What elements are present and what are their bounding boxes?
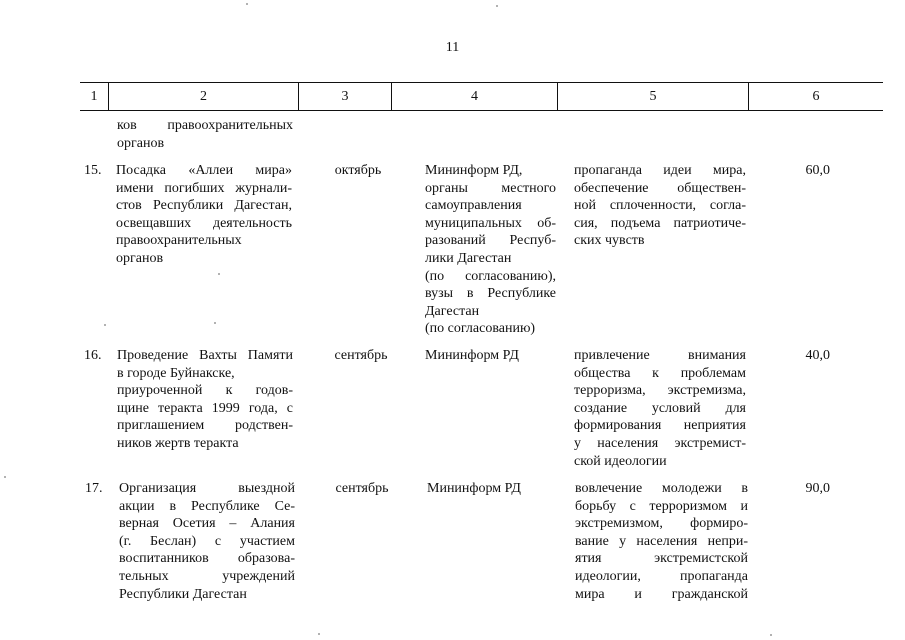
- text-line: разований Респуб-: [425, 233, 556, 249]
- text-line: муниципальных об-: [425, 215, 556, 231]
- purpose-cell: [575, 480, 748, 603]
- date-cell: сентябрь: [335, 481, 389, 496]
- text-line: ников жертв теракта: [117, 435, 239, 451]
- text-line: имени погибших журнали-: [116, 180, 292, 196]
- responsible-cell: [427, 480, 558, 498]
- text-line: Организация выездной: [119, 481, 295, 496]
- text-line: у населения экстремист-: [574, 435, 746, 451]
- text-line: Мининформ РД,: [425, 163, 523, 178]
- text-line: вузы в Республике: [425, 286, 556, 302]
- amount-cell: 90,0: [805, 481, 830, 496]
- page-number: 11: [445, 40, 460, 55]
- column-header-6: 6: [748, 83, 883, 110]
- text-line: привлечение внимания: [574, 348, 746, 363]
- scan-speck: [318, 633, 320, 635]
- column-header-5: 5: [557, 83, 748, 110]
- text-line: верная Осетия – Алания: [119, 516, 295, 532]
- responsible-cell: [425, 347, 556, 365]
- text-line: вание у населения непри-: [575, 533, 748, 549]
- text-line: в городе Буйнакске,: [117, 365, 235, 381]
- text-line: приуроченной к годов-: [117, 383, 293, 399]
- text-line: Республики Дагестан: [119, 586, 247, 602]
- text-line: ской идеологии: [574, 453, 667, 469]
- amount-cell: 40,0: [805, 348, 830, 363]
- text-line: общества к проблемам: [574, 365, 746, 381]
- amount-cell: 60,0: [805, 163, 830, 178]
- continuation-cell: [117, 117, 293, 152]
- text-line: борьбу с терроризмом и: [575, 498, 748, 514]
- text-line: ских чувств: [574, 233, 645, 249]
- responsible-cell: [425, 162, 556, 338]
- text-line: ятия экстремистской: [575, 551, 748, 567]
- text-line: пропаганда идеи мира,: [574, 163, 746, 178]
- text-line: экстремизмом, формиро-: [575, 516, 748, 532]
- text-line: органы местного: [425, 180, 556, 196]
- text-line: тельных учреждений: [119, 568, 295, 584]
- text-line: органов: [117, 135, 165, 151]
- text-line: Посадка «Аллеи мира»: [116, 163, 292, 178]
- text-line: ной сплоченности, согла-: [574, 198, 746, 214]
- scan-speck: [104, 324, 106, 326]
- column-header-1: 1: [90, 89, 98, 104]
- text-line: щине теракта 1999 года, с: [117, 400, 293, 416]
- text-line: (по согласованию): [425, 321, 536, 337]
- text-line: самоуправления: [425, 198, 522, 214]
- text-line: воспитанников образова-: [119, 551, 295, 567]
- scan-speck: [770, 634, 772, 636]
- text-line: освещавших деятельность: [116, 215, 292, 231]
- scan-speck: [214, 322, 216, 324]
- date-cell: октябрь: [334, 163, 382, 178]
- text-line: сия, подъема патриотиче-: [574, 215, 746, 231]
- text-line: терроризма, экстремизма,: [574, 383, 746, 399]
- text-line: акции в Республике Се-: [119, 498, 295, 514]
- text-line: Мининформ РД: [425, 348, 519, 363]
- column-header-3: 3: [298, 83, 391, 110]
- text-line: стов Республики Дагестан,: [116, 198, 292, 214]
- scan-speck: [218, 273, 220, 275]
- text-line: (по согласованию),: [425, 268, 556, 284]
- text-line: вовлечение молодежи в: [575, 481, 748, 496]
- row-number: 16.: [84, 348, 102, 363]
- activity-cell: [119, 480, 295, 603]
- text-line: создание условий для: [574, 400, 746, 416]
- text-line: правоохранительных: [116, 233, 242, 249]
- column-header-2: 2: [108, 83, 298, 110]
- table-header: [80, 82, 883, 111]
- purpose-cell: [574, 162, 746, 250]
- text-line: (г. Беслан) с участием: [119, 533, 295, 549]
- text-line: лики Дагестан: [425, 250, 512, 266]
- text-line: формирования неприятия: [574, 418, 746, 434]
- activity-cell: [116, 162, 292, 268]
- activity-cell: [117, 347, 293, 453]
- date-cell: сентябрь: [334, 348, 388, 363]
- row-number: 15.: [84, 163, 102, 178]
- text-line: идеологии, пропаганда: [575, 568, 748, 584]
- text-line: Дагестан: [425, 303, 480, 319]
- scan-speck: [4, 476, 6, 478]
- purpose-cell: [574, 347, 746, 470]
- row-number: 17.: [85, 481, 103, 496]
- text-line: Проведение Вахты Памяти: [117, 348, 293, 363]
- text-line: органов: [116, 250, 164, 266]
- text-line: мира и гражданской: [575, 586, 748, 602]
- column-header-4: 4: [391, 83, 557, 110]
- text-line: обеспечение обществен-: [574, 180, 746, 196]
- text-line: Мининформ РД: [427, 481, 521, 496]
- scan-speck: [246, 3, 248, 5]
- scan-speck: [496, 5, 498, 7]
- text-line: ков правоохранительных: [117, 118, 293, 133]
- text-line: приглашением родствен-: [117, 418, 293, 434]
